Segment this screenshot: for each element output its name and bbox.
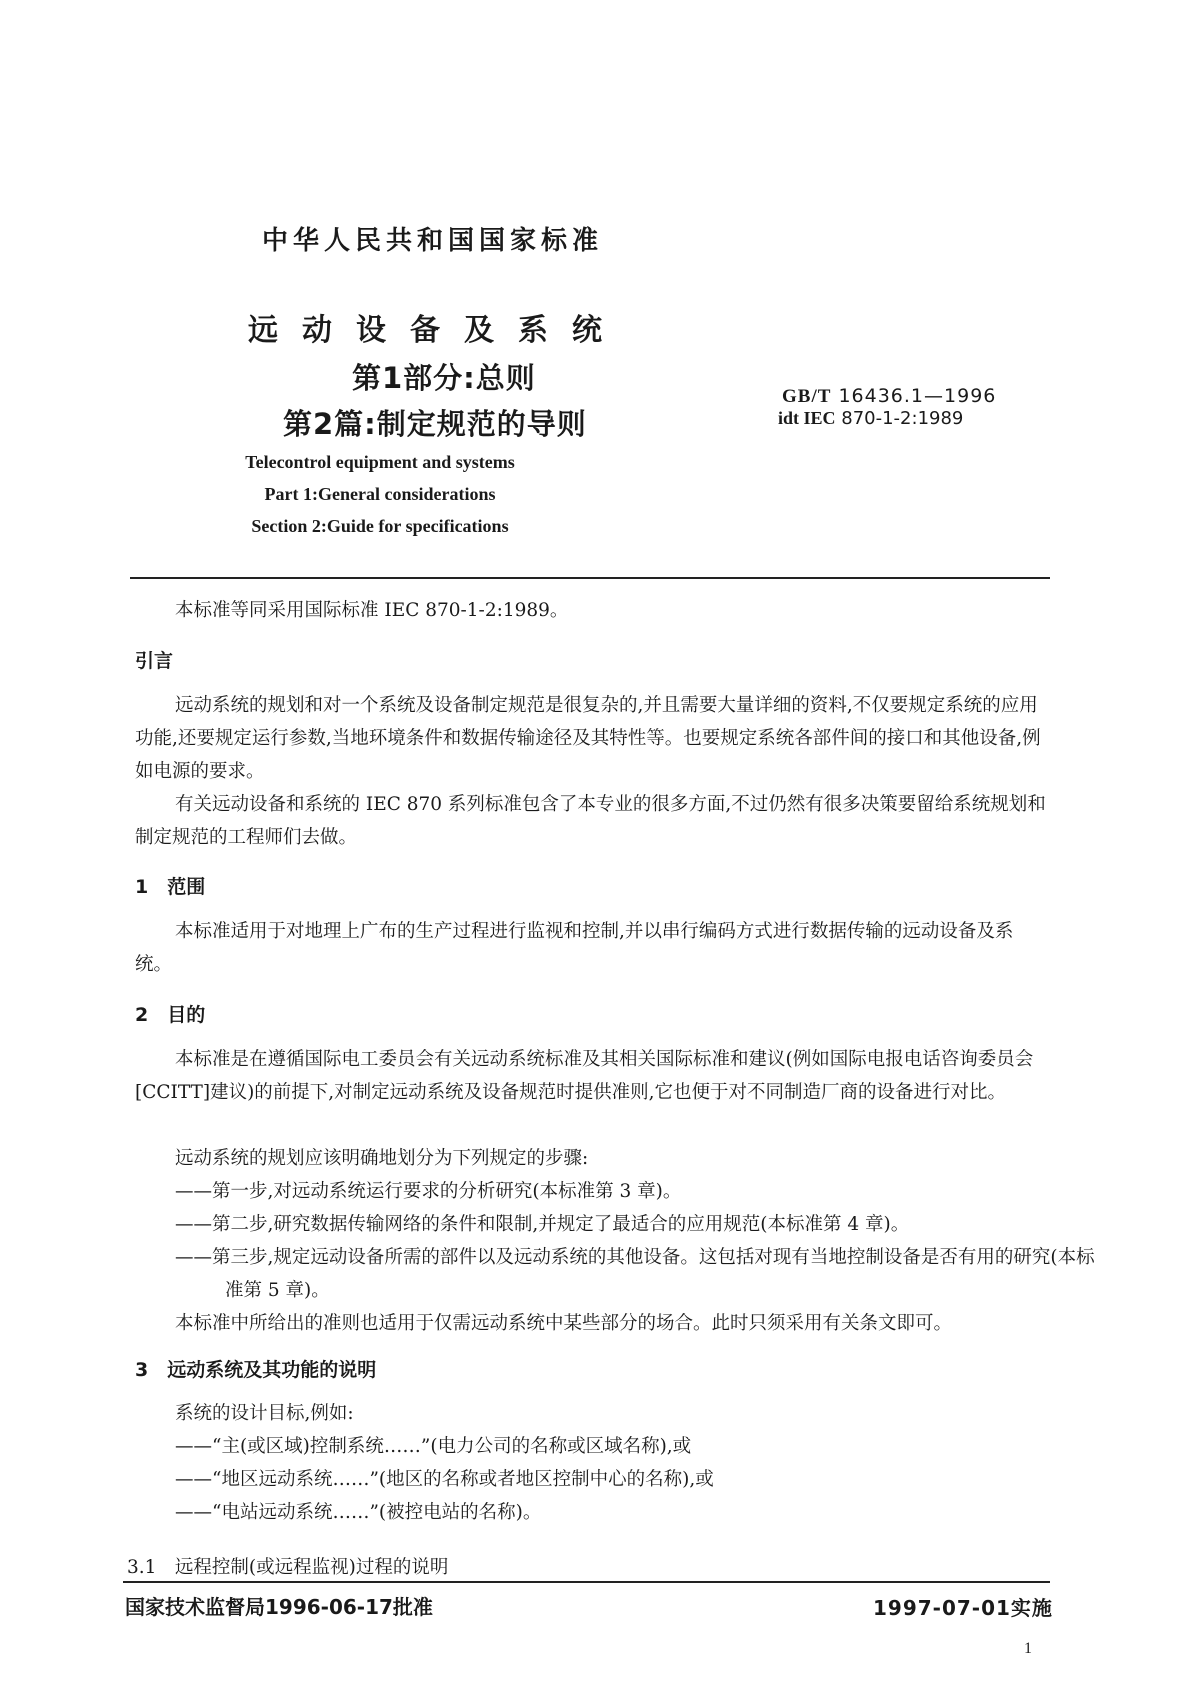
- standard-code: [782, 385, 996, 408]
- design-goal-item-2: ——“地区远动系统……”(地区的名称或者地区控制中心的名称),或: [175, 1469, 714, 1490]
- intro-heading: 引言: [135, 650, 174, 672]
- step-2-item: ——第二步,研究数据传输网络的条件和限制,并规定了最适合的应用规范(本标准第 4 章)。: [175, 1214, 910, 1235]
- identity-prefix: idt IEC: [778, 408, 836, 428]
- identical-standard: [778, 408, 963, 429]
- intro-paragraph-1: 远动系统的规划和对一个系统及设备制定规范是很复杂的,并且需要大量详细的资料,不仅要规定系统的应用功能,还要规定运行参数,当地环境条件和数据传输途径及其特性等。也要规定系统各部件间的接口和其他设备,例如电源的要求。: [135, 695, 1041, 782]
- adoption-note: 本标准等同采用国际标准 IEC 870-1-2:1989。: [175, 600, 569, 621]
- subsection-3-1-heading: 3.1 远程控制(或远程监视)过程的说明: [127, 1557, 449, 1578]
- section-2-paragraph-2: 远动系统的规划应该明确地划分为下列规定的步骤:: [175, 1148, 589, 1169]
- title-cn-line1: 远动设备及系统: [248, 313, 626, 348]
- design-goal-item-1: ——“主(或区域)控制系统……”(电力公司的名称或区域名称),或: [175, 1436, 692, 1457]
- footer-divider: [123, 1581, 1050, 1583]
- section-2-paragraph-3: 本标准中所给出的准则也适用于仅需远动系统中某些部分的场合。此时只须采用有关条文即可。: [175, 1313, 953, 1334]
- title-en-line3: Section 2:Guide for specifications: [251, 516, 509, 536]
- approval-line: 国家技术监督局1996-06-17批准: [125, 1595, 433, 1619]
- section-2-heading: 2 目的: [135, 1004, 206, 1026]
- header-divider: [130, 577, 1050, 579]
- step-1-item: ——第一步,对远动系统运行要求的分析研究(本标准第 3 章)。: [175, 1181, 682, 1202]
- title-cn-line3: 第2篇:制定规范的导则: [283, 407, 587, 441]
- standard-code-value: 16436.1—1996: [838, 385, 997, 407]
- identity-value: 870-1-2:1989: [841, 408, 964, 429]
- title-en-line2: Part 1:General considerations: [264, 484, 496, 504]
- title-en-line1: Telecontrol equipment and systems: [245, 452, 515, 472]
- step-3-item: ——第三步,规定远动设备所需的部件以及远动系统的其他设备。这包括对现有当地控制设备是否有用的研究(本标准第 5 章)。: [175, 1247, 1095, 1301]
- intro-paragraph-2: 有关远动设备和系统的 IEC 870 系列标准包含了本专业的很多方面,不过仍然有很多决策要留给系统规划和制定规范的工程师们去做。: [135, 794, 1046, 848]
- design-goal-item-3: ——“电站远动系统……”(被控电站的名称)。: [175, 1502, 542, 1523]
- section-2-paragraph-1: 本标准是在遵循国际电工委员会有关远动系统标准及其相关国际标准和建议(例如国际电报电话咨询委员会[CCITT]建议)的前提下,对制定远动系统及设备规范时提供准则,它也便于对不同制造厂商的设备进行对比。: [135, 1049, 1034, 1103]
- section-1-paragraph: 本标准适用于对地理上广布的生产过程进行监视和控制,并以串行编码方式进行数据传输的远动设备及系统。: [135, 921, 1014, 975]
- national-standard-label: 中华人民共和国国家标准: [262, 226, 604, 256]
- section-3-heading: 3 远动系统及其功能的说明: [135, 1359, 377, 1381]
- effective-date: 1997-07-01实施: [873, 1596, 1053, 1620]
- page-number: 1: [1024, 1640, 1032, 1657]
- standard-code-prefix: GB/T: [782, 386, 832, 407]
- title-cn-line2: 第1部分:总则: [352, 361, 536, 395]
- section-3-paragraph: 系统的设计目标,例如:: [175, 1403, 354, 1424]
- section-1-heading: 1 范围: [135, 876, 206, 898]
